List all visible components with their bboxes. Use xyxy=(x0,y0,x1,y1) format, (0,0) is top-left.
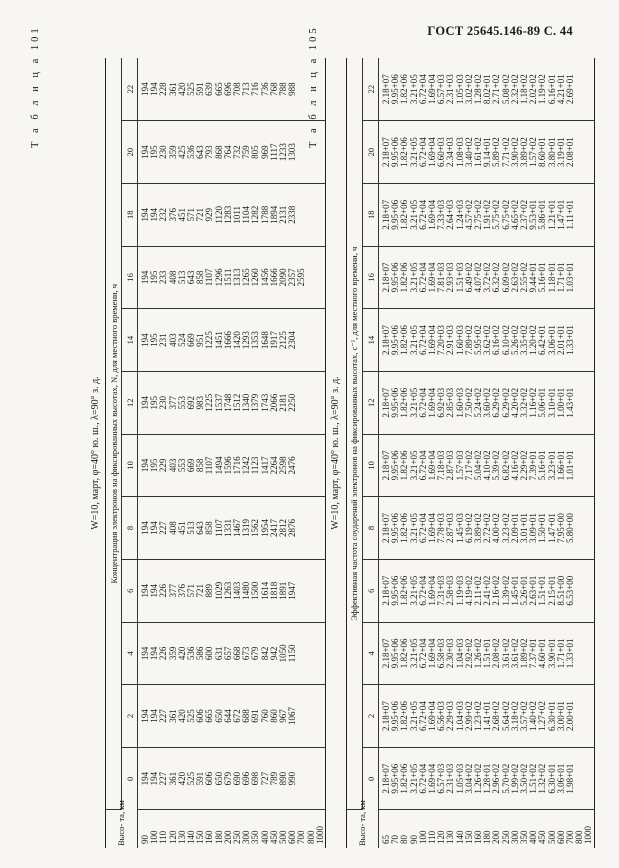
value-column: 2.18+07 9.95+06 1.82+06 3.21+05 6.72+04 1.69+04 7.33+03 2.64+03 1.24+03 4.57+02 2.75+02 1.91+02 5.75+02 6.75+02 4.65+02 2.37+02 9.53+01 5.86+01 1.21+01 1.47+01 1.11+01 xyxy=(379,183,595,246)
header-hour: 6 xyxy=(363,559,379,622)
table-row xyxy=(379,58,595,848)
table-101 xyxy=(105,58,326,848)
header-hour: 22 xyxy=(122,58,138,121)
header-span: Эффективная частота соударений электронов на фиксированных высотах, с⁻¹, для местного времени, ч xyxy=(347,58,363,810)
table-row xyxy=(138,58,326,848)
header-hour: 20 xyxy=(363,121,379,184)
header-hour: 18 xyxy=(122,183,138,246)
value-column: 194 195 233 408 513 643 858 1107 1296 1511 1313 1265 1260 1456 1666 2090 2357 2595 xyxy=(138,246,326,309)
value-column: 2.18+07 9.95+06 1.82+06 3.21+05 6.72+04 1.69+04 6.60+03 2.34+03 1.08+03 3.40+02 1.61+02 9.14+01 5.89+02 7.71+02 3.90+02 3.89+02 1.57+02 8.60+01 3.80+01 3.19+01 2.08+01 xyxy=(379,121,595,184)
value-column: 194 194 232 376 451 571 721 929 1120 1283 1011 1104 1282 1788 1894 2131 2338 xyxy=(138,183,326,246)
header-hour: 4 xyxy=(122,622,138,685)
header-hour: 6 xyxy=(122,559,138,622)
value-column: 2.18+07 9.95+06 1.82+06 3.21+05 6.72+04 1.69+04 6.92+03 2.85+03 1.60+03 7.50+02 5.24+02 3.60+02 6.29+02 6.29+02 4.20+02 3.32+02 1.16+02 5.06+01 3.10+01 1.00+01 1.43+01 xyxy=(379,371,595,434)
value-column: 2.18+07 9.95+06 1.82+06 3.21+05 6.72+04 1.69+04 7.20+03 2.91+03 1.60+03 7.89+02 5.95+02 3.62+02 6.16+02 6.10+02 5.26+02 3.35+02 1.20+02 6.42+01 3.06+01 2.01+01 1.33+01 xyxy=(379,309,595,372)
altitude-column: 90 100 110 120 130 140 150 160 180 200 250 300 350 400 450 500 600 700 800 1000 xyxy=(140,826,325,844)
header-altitude: Высо- та, км xyxy=(347,810,379,848)
header-hour: 10 xyxy=(363,434,379,497)
value-column: 2.18+07 9.95+06 1.82+06 3.21+05 6.72+04 1.69+04 6.56+03 2.29+03 1.04+03 2.99+02 1.23+02 1.41+01 2.68+02 5.64+02 3.18+02 3.57+02 1.40+02 1.27+02 6.30+01 3.00+01 2.00+01 xyxy=(379,685,595,748)
table-105-title: W=10, март, φ=40° ю. ш., λ=90° з. д. xyxy=(330,376,341,530)
header-altitude: Высо- та, км xyxy=(106,810,138,848)
header-hour: 2 xyxy=(363,685,379,748)
header-hour: 22 xyxy=(363,58,379,121)
value-column: 2.18+07 9.95+06 1.82+06 3.21+05 6.72+04 1.69+04 6.58+03 2.30+03 1.04+03 2.92+02 1.26+02 1.51+01 2.08+02 3.61+02 3.61+02 1.89+02 7.37+01 4.60+01 3.90+01 1.71+01 1.33+01 xyxy=(379,622,595,685)
altitude-column: 65 70 80 90 100 110 120 130 140 150 160 180 200 250 300 350 400 450 500 600 700 800 1000 xyxy=(381,826,594,844)
table-105-name: Т а б л и ц а 105 xyxy=(308,25,319,148)
header-hour: 14 xyxy=(122,309,138,372)
header-hour: 16 xyxy=(363,246,379,309)
value-column: 2.18+07 9.95+06 1.82+06 3.21+05 6.72+04 1.69+04 7.18+03 2.87+03 1.57+03 7.17+02 5.04+02 4.10+02 5.39+02 6.82+02 4.16+02 2.29+02 7.39+01 5.16+01 3.23+01 1.66+01 1.01+01 xyxy=(379,434,595,497)
table-101-name: Т а б л и ц а 101 xyxy=(30,25,41,148)
value-column: 194 194 227 361 420 525 591 606 650 679 690 696 698 727 789 890 990 xyxy=(138,747,326,810)
table-105 xyxy=(346,58,595,848)
header-hour: 2 xyxy=(122,685,138,748)
header-hour: 12 xyxy=(122,371,138,434)
value-column: 194 194 226 377 376 571 721 889 1029 1263 1403 1480 1500 1614 1818 1891 1947 xyxy=(138,559,326,622)
value-column: 194 195 231 403 524 669 951 1225 1451 1666 1420 1293 1353 1648 1917 2125 2304 xyxy=(138,309,326,372)
header-hour: 12 xyxy=(363,371,379,434)
header-hour: 20 xyxy=(122,121,138,184)
header-hour: 14 xyxy=(363,309,379,372)
header-hour: 8 xyxy=(363,497,379,560)
value-column: 194 195 230 377 553 692 983 1225 1537 1748 1512 1340 1379 1743 2066 2181 2250 xyxy=(138,371,326,434)
value-column: 2.18+07 9.95+06 1.82+06 3.21+05 6.72+04 1.69+04 7.78+03 2.87+03 1.45+03 6.19+02 3.89+02 2.72+02 4.00+02 3.23+02 2.09+01 3.01+01 3.09+01 1.50+01 1.47+01 7.95+00 5.80+00 xyxy=(379,497,595,560)
header-hour: 18 xyxy=(363,183,379,246)
value-column: 2.18+07 9.95+06 1.82+06 3.21+05 6.72+04 1.69+04 6.57+03 2.31+03 1.05+03 3.04+02 1.26+02 1.28+01 2.96+02 5.70+02 1.99+02 3.50+02 1.51+02 1.32+02 6.30+01 3.06+01 1.98+01 xyxy=(379,747,595,810)
header-hour: 16 xyxy=(122,246,138,309)
value-column: 194 195 229 403 553 669 858 1107 1494 1596 1716 1242 1123 1417 2264 2598 2476 xyxy=(138,434,326,497)
header-span: Концентрация электронов на фиксированных высотах, N, для местного времени, ч xyxy=(106,58,122,810)
value-column: 194 195 230 359 425 536 643 793 868 764 732 759 805 969 1117 1233 1303 xyxy=(138,121,326,184)
value-column: 194 194 226 359 420 536 586 600 631 657 668 673 679 842 942 1050 1150 xyxy=(138,622,326,685)
value-column: 194 194 228 361 420 525 591 639 665 696 708 713 716 736 768 788 988 xyxy=(138,58,326,121)
value-column: 2.18+07 9.95+06 1.82+06 3.21+05 6.72+04 1.69+04 7.81+03 2.93+03 1.51+03 6.49+02 4.07+02 3.72+02 6.32+02 6.09+02 2.63+02 2.55+02 9.44+01 5.16+01 1.18+01 1.71+01 1.03+01 xyxy=(379,246,595,309)
header-hour: 10 xyxy=(122,434,138,497)
value-column: 194 194 227 408 451 513 643 858 1107 1331 1467 1319 1562 1954 2417 2812 2876 xyxy=(138,497,326,560)
table-101-title: W=10, март, φ=40° ю. ш., λ=90° з. д. xyxy=(90,376,101,530)
value-column: 2.18+07 9.95+06 1.82+06 3.21+05 6.72+04 1.69+04 6.57+03 2.31+03 1.05+03 3.02+02 1.28+02 8.02+01 2.71+02 5.08+02 2.32+02 1.18+02 2.02+02 1.19+02 6.16+01 4.21+01 2.69+01 xyxy=(379,58,595,121)
header-hour: 8 xyxy=(122,497,138,560)
header-hour: 0 xyxy=(363,747,379,810)
value-column: 194 194 227 361 420 525 606 665 650 644 672 688 691 760 860 967 1067 xyxy=(138,685,326,748)
value-column: 2.18+07 9.95+06 1.82+06 3.21+05 6.72+04 1.69+04 7.31+03 2.58+03 1.19+03 4.19+02 2.11+02 2.41+02 2.16+02 1.39+02 1.45+01 5.26+01 2.63+01 1.51+01 2.15+01 8.51+00 6.53+00 xyxy=(379,559,595,622)
header-hour: 0 xyxy=(122,747,138,810)
page-header: ГОСТ 25645.146-89 С. 44 xyxy=(427,24,573,38)
header-hour: 4 xyxy=(363,622,379,685)
